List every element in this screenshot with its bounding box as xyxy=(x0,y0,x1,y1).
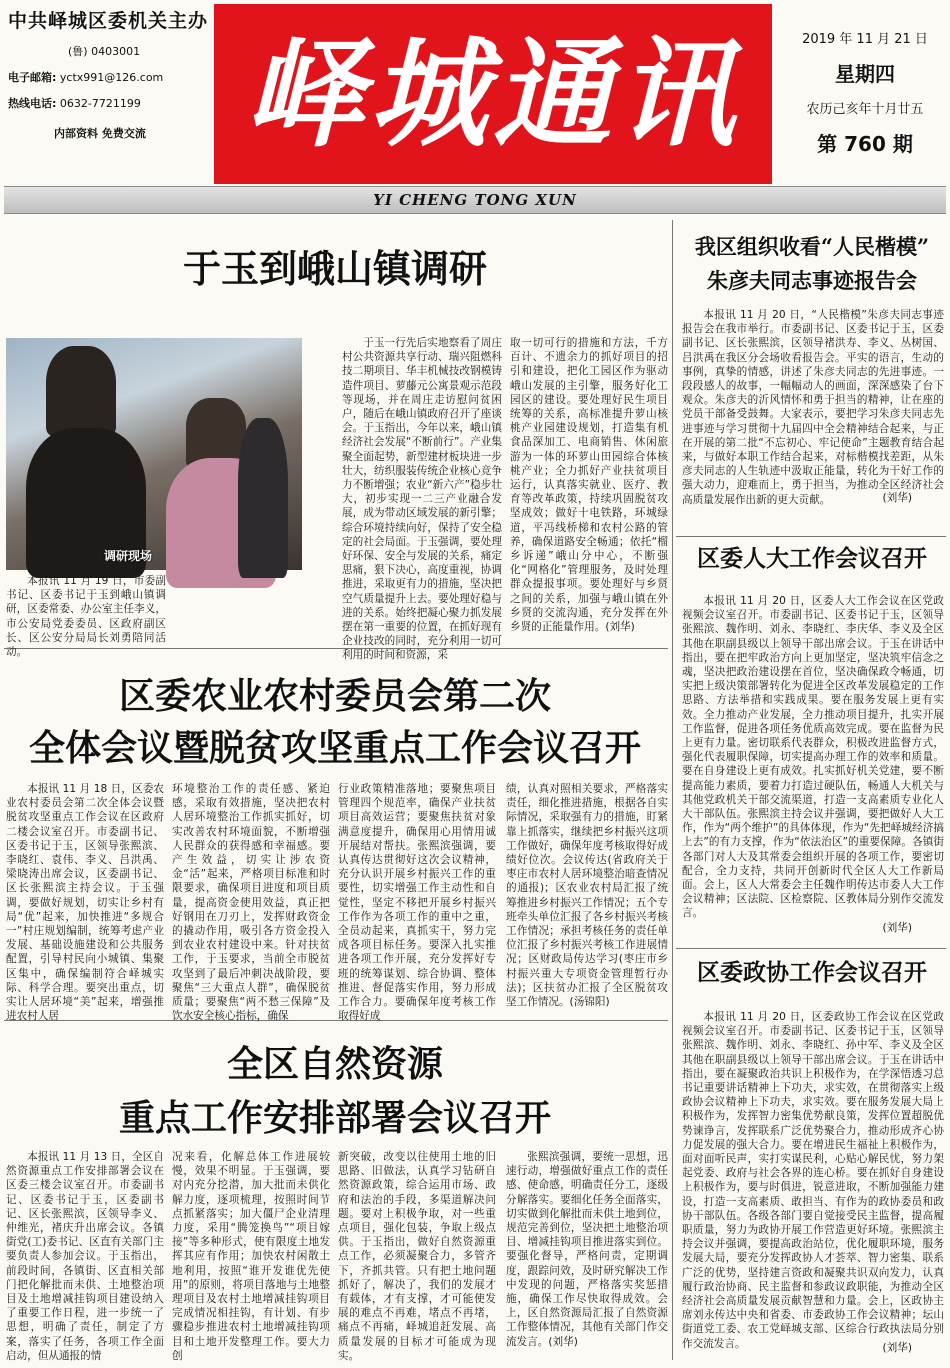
registration-code: (鲁) 0403001 xyxy=(68,45,141,58)
article2-col1: 本报讯 11 月 18 日，区委农业农村委员会第二次全体会议暨脱贫攻坚重点工作会议在区政府二楼会议室召开。市委副书记、区委书记于玉，区领导张熙滨、李晓红、袁伟、李义、吕洪禹、梁晓涛出席会议，区委副书记、区长张熙滨主持会议。于玉强调，要做好规划，切实让乡村有局“优”起来，加快推进“多规合一”村庄规划编制，统筹考虑产业发展、基础设施建设和公共服务配置，引导村民向小城镇、集聚区集中，确保编制符合峄城实际、科学合理。要突出重点，切实让人居环境“美”起来，增强推进农村人居 xyxy=(6,783,164,1023)
photo-figure xyxy=(46,346,116,436)
pinyin-bar xyxy=(4,186,946,214)
email-label: 电子邮箱: xyxy=(8,71,57,84)
photo-caption: 调研现场 xyxy=(104,549,153,563)
phone-line xyxy=(8,95,208,111)
photo-figure xyxy=(238,418,288,578)
side2-byline: (刘华) xyxy=(882,922,912,934)
headline-side2: 区委人大工作会议召开 xyxy=(697,545,927,572)
article3-col4: 张熙滨强调，要统一思想，迅速行动，增强做好重点工作的责任感、使命感，明确责任分工，逐级分解落实。要细化任务全面落实，切实做到化解批而未供土地到位，规范完善到位，坚决把土地整治项目、增减挂钩项目推进落实到位。要强化督导，严格问责，定期调度，跟踪问效，及时研究解决工作中发现的问题，严格落实奖惩措施，确保工作尽快取得成效。会上，区自然资源局汇报了自然资源工作整体情况，其他有关部门作交流发言。(刘华) xyxy=(506,1151,668,1348)
article3-col2: 况来看，化解总体工作进展较慢，效果不明显。于玉强调，要对内充分挖潜，加大批而未供化解力度，逐项梳理，按照时间节点抓紧落实；加大僵尸企业清理力度，采用“腾笼换鸟”“项目嫁接”等多种形式，使有限度土地发挥其应有作用；加快农村闲散土地利用，按照“谁开发谁优先使用”的原则，将项目落地与土地整理项目及农村土地增减挂钩项目完成情况相挂钩，有计划、有步骤稳步推进农村土地增减挂钩项目和土地开发整理工作。要大力创 xyxy=(172,1151,330,1362)
masthead-left xyxy=(8,6,208,141)
article1-col2-bottom xyxy=(172,574,302,644)
headline-article2-line2: 全体会议暨脱贫攻坚重点工作会议召开 xyxy=(28,727,641,769)
section-divider xyxy=(676,948,946,949)
article2-col2: 环境整治工作的责任感、紧迫感，采取有效措施，坚决把农村人居环境整治工作抓实抓好，切实改善农村环境面貌，不断增强人民群众的获得感和幸福感。要产生效益，切实让涉农资金“活”起来，严格项目标准和时限要求，确保项目进度和项目质量，提高资金使用效益，真正把好钢用在刀刃上，发挥财政资金的撬动作用，吸引各方资金投入到农业农村建设中来。针对扶贫工作，于玉要求，当前全市脱贫攻坚到了最后冲刺决战阶段，要聚焦“三大重点人群”，确保脱贫质量；要聚焦“两不愁三保障”及饮水安全核心指标，确保 xyxy=(172,783,330,1023)
article2-col4: 绩，认真对照相关要求，严格落实责任，细化推进措施，根据各自实际情况，采取强有力的措施，盯紧靠上抓落实，继续把乡村振兴这项工作做好，确保年度考核取得好成绩好位次。会议传达(省政府关于枣庄市农村人居环境整治暗查情况的通报)；区农业农村局汇报了统筹推进乡村振兴工作情况；五个专班牵头单位汇报了各乡村振兴考核工作情况；承担考核任务的责任单位汇报了乡村振兴考核工作进展情况；区财政局传达学习(枣庄市乡村振兴重大专项资金管理暂行办法)；区扶贫办汇报了全区脱贫攻坚工作情况。(汤锦阳) xyxy=(506,783,668,1009)
lunar-date: 农历己亥年十月廿五 xyxy=(806,102,924,117)
organizer: 中共峄城区委机关主办 xyxy=(8,10,209,32)
headline-article2-line1: 区委农业农村委员会第二次 xyxy=(118,675,551,717)
article1-col2: 于玉一行先后实地察看了周庄村公共资源共享行动、瑞兴阻燃科技二期项目、华丰机械技改钢模铸造件项目、萝藤元公寓景观示范段等现场，并在周庄走访慰问贫困户，随后在峨山镇政府召开了座谈会。于玉指出，今年以来，峨山镇经济社会发展“不断前行”。产业集聚全面起势，新型建材板块进一步壮大，纺织服装传统企业核心竞争力不断增强；农业“新六产”稳步壮大，初步实现一二三产业融合发展，成为带动区域发展的新引擎；综合环境持续向好，保持了安全稳定的社会局面。于玉强调，要处理好环保、安全与发展的关系，痛定思痛，狠下决心，高度重视，协调推进，采取更有力的措施，坚决把空气质量提升上去。要处理好稳与进的关系。始终把凝心聚力抓发展摆在第一重要的位置，在抓好现有企业技改的同时，充分利用一切可利用的时间和资源，采 xyxy=(342,337,502,662)
headline-article3-line2: 重点工作安排部署会议召开 xyxy=(118,1097,551,1139)
email-address: yctx991@126.com xyxy=(59,71,164,84)
article1-col3: 取一切可行的措施和方法，千方百计、不遗余力的抓好项目的招引和建设，把化工园区作为驱动峨山发展的主引擎，服务好化工园区的建设。要处理好民生项目统筹的关系，高标准提升萝山核桃产业园建设规划，打造集有机食品深加工、电商销售、休闲旅游为一体的环萝山田园综合体核桃产业；全力抓好产业扶贫项目运行，认真落实就业、医疗、教育等改革政策，持续巩固脱贫攻坚成效；做好十电铁路，环城绿道，平冯线桥梯和农村公路的管养，确保道路安全畅通；依托“榴乡诉递”峨山分中心，不断强化“网格化”管理服务，及时处理群众提报事项。要处理好与乡贤之间的关系，加强与峨山镇在外乡贤的交流沟通，充分发挥在外乡贤的正能量作用。(刘华) xyxy=(510,337,668,634)
logo-text: 峄城通讯 xyxy=(244,24,741,163)
masthead-note: 内部资料 免费交流 xyxy=(54,127,146,140)
side3-byline: (刘华) xyxy=(882,1342,912,1354)
side2-body: 本报讯 11 月 20 日，区委人大工作会议在区党政视频会议室召开。市委副书记、区委书记于玉，区领导张熙滨、魏作明、刘永、李晓红、李庆华、李义及全区其他在职副县级以上领导干部出席会议。于玉在讲话中指出，要在把牢政治方向上更加坚定，坚决筑牢信念之魂，坚决把政治建设摆在首位，坚决确保政令畅通，切实把上级决策部署转化为促进全区改革发展稳定的工作思路、方法举措和实践成果。要在服务发展上更有实效。全力推动产业发展，全力推动项目提升，扎实开展工作监督，促进各项任务优质高效完成。要在监督为民上更有力量。密切联系代表群众，积极改进监督方式，强化代表履职保障，切实提高办理工作的效率和质量。要在自身建设上更有成效。扎实抓好机关党建，要不断提高能力素质，要着力打造过硬队伍，畅通人大机关与其他党政机关干部交流渠道，打造一支高素质专业化人大干部队伍。张熙滨主持会议并强调，要把做好人大工作，作为“两个维护”的具体体现，作为“先把峄城经济搞上去”的有力支撑，作为“依法治区”的重要保障。各镇街各部门对人大及其常委会组织开展的各项工作，要密切配合，全力支持，共同开创新时代全区人大工作新局面。会上，区人大常委会主任魏作明传达市委人大工作会议精神；区法院、区检察院、区教体局分别作交流发言。 xyxy=(682,595,944,920)
column-divider xyxy=(672,220,673,1360)
phone-label: 热线电话: xyxy=(8,97,57,110)
publish-date: 2019 年 11 月 21 日 xyxy=(802,32,928,47)
side3-body: 本报讯 11 月 20 日，区委政协工作会议在区党政视频会议室召开。市委副书记、区委书记于玉，区领导张熙滨、魏作明、刘永、李晓红、孙中军、李义及全区其他在职副县级以上领导干部出席会议。于玉在讲话中指出，要在凝聚政治共识上积极作为，在学深悟透习总书记重要讲话精神上下功夫，求实效，在贯彻落实上级政协会议精神上下功夫，求实效。要在服务发展大局上积极作为，发挥智力密集优势献良策，发挥位置超脱优势谏诤言，发挥联系广泛优势聚合力，推动形成齐心协力促发展的强大合力。要在增进民生福祉上积极作为，面对面听民声，实打实谋民利，心贴心解民忧，努力架起党委、政府与社会各界的连心桥。要在抓好自身建设上积极作为，要与时俱进，锐意进取，不断加强能力建设，打造一支高素质、敢担当、有作为的政协委员和政协干部队伍。各级各部门要自觉接受民主监督，提高履职质量，努力为政协开展工作营造更好环境。张熙滨主持会议并强调，要提高政治站位，优化履职环境，服务发展大局，要充分发挥政协人才荟萃、智力密集、联系广泛的优势，坚持建言资政和凝聚共识双向发力，认真履行政治协商、民主监督和参政议政职能，为推动全区经济社会高质量发展贡献智慧和力量。会上，区政协主席刘永传达中央和省委、市委政协工作会议精神；坛山街道党工委、农工党峄城支部、区综合行政执法局分别作交流发言。 xyxy=(682,1011,944,1350)
headline-side3: 区委政协工作会议召开 xyxy=(697,959,927,986)
issue-number: 第 760 期 xyxy=(817,132,913,156)
headline-side1-line2: 朱彦夫同志事迹报告会 xyxy=(707,268,917,293)
side1-body: 本报讯 11 月 20 日，“人民楷模”朱彦夫同志事迹报告会在我市举行。市委副书记、区委书记于玉，区委副书记、区长张熙滨，区领导褚洪寿、李义、丛树国、吕洪禹在我区分会场收看报告会。平实的语言，生动的事例，真挚的情感，讲述了朱彦夫同志的先进事迹。一段段感人的故事，一幅幅动人的画面，深深感染了台下观众。朱彦夫的沂风情怀和勇于担当的精神，让在座的党员干部备受鼓舞。大家表示，要把学习朱彦夫同志先进事迹与学习贯彻十九届四中全会精神结合起来，与正在开展的第二批“不忘初心、牢记使命”主题教育结合起来，与做好本职工作结合起来，对标楷模找差距，从朱彦夫同志的人生轨迹中汲取正能量，转化为干好工作的强大动力，迎难而上，勇于担当，为推动全区经济社会高质量发展作出新的更大贡献。 xyxy=(682,309,944,506)
section-divider xyxy=(676,536,946,537)
headline-article1: 于玉到峨山镇调研 xyxy=(182,246,487,291)
phone-number: 0632-7721199 xyxy=(59,97,141,110)
newspaper-logo xyxy=(214,4,772,184)
pinyin-title: YI CHENG TONG XUN xyxy=(373,191,577,209)
masthead-right xyxy=(790,28,940,168)
side1-byline: (刘华) xyxy=(882,492,912,504)
article2-col3: 行业政策精准落地；要聚焦项目管理四个规范率，确保产业扶贫项目高效运营；要聚焦扶贫对象满意度提升，确保用心用情用诚开展结对帮扶。张熙滨强调，要认真传达贯彻好这次会议精神，充分认识开展乡村振兴工作的重要性，切实增强工作主动性和自觉性，坚定不移把开展乡村振兴工作作为各项工作的重中之重，全员动起来，真抓实干，努力完成各项目标任务。要深入扎实推进各项工作开展，充分发挥好专班的统筹谋划、综合协调、整体推进、督促落实作用，努力形成工作合力。要确保年度考核工作取得好成 xyxy=(338,783,496,1023)
article3-col3: 新突破，改变以往使用土地的旧思路、旧做法，认真学习钻研自然资源政策，综合运用市场、政府和法治的手段，多渠道解决问题。要对上积极争取，对一些重点项目，强化包装，争取上级点供。于玉指出，做好自然资源重点工作，必须凝聚合力，多管齐下，齐抓共管。只有把土地问题抓好了，解决了，我们的发展才有载体，才有支撑，才可能使发展的难点不再难，堵点不再堵，痛点不再痛，峄城追赶发展、高质量发展的目标才可能成为现实。 xyxy=(338,1151,496,1362)
article3-col1: 本报讯 11 月 13 日，全区自然资源重点工作安排部署会议在区委三楼会议室召开。市委副书记、区委书记于玉，区委副书记、区长张熙滨，区领导李义、仲维光，褚庆升出席会议。各镇街党(工)委书记、区直有关部门主要负责人参加会议。于玉指出，前段时间，各镇街、区直相关部门把化解批而未供、土地整治项目及土地增减挂钩项目建设纳入了重要工作日程，进一步统一了思想，明确了责任，制定了方案，落实了任务，各项工作全面启动，但从通报的情 xyxy=(6,1151,164,1362)
news-photo xyxy=(6,338,302,570)
article1-col1: 本报讯 11 月 19 日，市委副书记、区委书记于玉到峨山镇调研，区委常委、办公室主任李义，市公安局党委委员、区政府副区长、区公安分局局长刘勇陪同活动。 xyxy=(6,575,166,659)
headline-article3-line1: 全区自然资源 xyxy=(226,1043,443,1085)
weekday: 星期四 xyxy=(835,62,895,86)
section-divider xyxy=(4,1020,668,1021)
email-line xyxy=(8,69,208,85)
headline-side1-line1: 我区组织收看“人民楷模” xyxy=(694,234,930,259)
